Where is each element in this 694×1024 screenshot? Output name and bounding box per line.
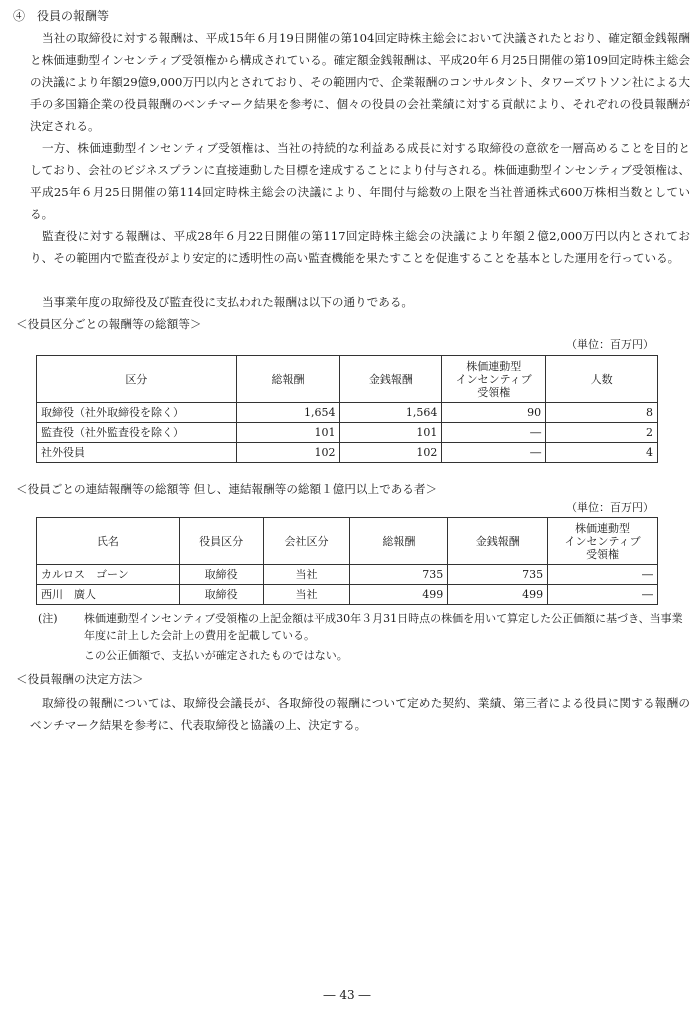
paragraph-director-pay: 当社の取締役に対する報酬は、平成15年６月19日開催の第104回定時株主総会において決議されたとおり、確定額金銭報酬と株価連動型インセンティブ受領権から構成されている。確定額金銭報酬は、平成20年６月25日開催の第109回定時株主総会の決議により年額29億9,000万円以内とされており、その範囲内で、企業報酬のコンサルタント、タワーズワトソン社による大手の多国籍企業の役員報酬のベンチマーク結果を参考に、個々の役員の会社業績に対する貢献により、それぞれの役員報酬が決定される。 <box>30 31 690 133</box>
table1-header-cell: 人数 <box>546 356 658 403</box>
table-cell: 499 <box>448 585 548 605</box>
table1-header-cell: 金銭報酬 <box>340 356 442 403</box>
table-cell: 101 <box>340 423 442 443</box>
note-text: 株価連動型インセンティブ受領権の上記金額は平成30年３月31日時点の株価を用いて算定した公正価額に基づき、当事業年度に計上した会計上の費用を記載している。 <box>84 612 683 642</box>
table2-header-cell: 氏名 <box>37 518 180 565</box>
table1-unit: （単位：百万円） <box>566 338 654 351</box>
table-cell: 当社 <box>263 585 350 605</box>
table-cell: 1,564 <box>340 403 442 423</box>
table-row <box>37 585 658 605</box>
table-cell: 101 <box>236 423 340 443</box>
table-cell: 西川 廣人 <box>37 585 180 605</box>
table-compensation-by-category <box>36 355 658 463</box>
table-cell: 当社 <box>263 565 350 585</box>
table-cell: 1,654 <box>236 403 340 423</box>
table-cell: カルロス ゴーン <box>37 565 180 585</box>
table1-header-cell: 株価連動型 インセンティブ 受領権 <box>442 356 546 403</box>
table2-caption: ＜役員ごとの連結報酬等の総額等 但し、連結報酬等の総額１億円以上である者＞ <box>16 482 438 496</box>
table1-header-cell: 区分 <box>37 356 237 403</box>
table-cell: 735 <box>350 565 448 585</box>
table-cell: 4 <box>546 443 658 463</box>
paragraph-auditor-pay: 監査役に対する報酬は、平成28年６月22日開催の第117回定時株主総会の決議により年額２億2,000万円以内とされており、その範囲内で監査役がより安定的に透明性の高い監査機能を果たすことを促進することを基本とした運用を行っている。 <box>30 229 691 265</box>
decision-text: 取締役の報酬については、取締役会議長が、各取締役の報酬について定めた契約、業績、第三者による役員に関する報酬のベンチマーク結果を参考に、代表取締役と協議の上、決定する。 <box>30 696 690 732</box>
table2-header-cell: 株価連動型 インセンティブ 受領権 <box>548 518 658 565</box>
table-cell: ― <box>442 443 546 463</box>
table-row <box>37 565 658 585</box>
table-cell: 499 <box>350 585 448 605</box>
decision-title: ＜役員報酬の決定方法＞ <box>16 672 144 686</box>
table-cell: 取締役 <box>179 565 263 585</box>
table-row <box>37 443 658 463</box>
table-cell: ― <box>442 423 546 443</box>
table-cell: 102 <box>340 443 442 463</box>
paragraph-stock-incentive: 一方、株価連動型インセンティブ受領権は、当社の持続的な利益ある成長に対する取締役の意欲を一層高めることを目的としており、会社のビジネスプランに直接連動した目標を達成することにより付与される。株価連動型インセンティブ受領権は、平成25年６月25日開催の第114回定時株主総会の決議により、年間付与総数の上限を当社普通株式600万株相当数としている。 <box>30 141 690 221</box>
table-cell: ― <box>548 565 658 585</box>
table2-header-cell: 金銭報酬 <box>448 518 548 565</box>
table-cell: 取締役 <box>179 585 263 605</box>
section-heading: ④ 役員の報酬等 <box>13 9 110 23</box>
table-cell: 取締役（社外取締役を除く） <box>37 403 237 423</box>
table1-header-row <box>37 356 658 403</box>
table-cell: 735 <box>448 565 548 585</box>
paragraph-intro-tables: 当事業年度の取締役及び監査役に支払われた報酬は以下の通りである。 <box>42 295 414 309</box>
table2-header-cell: 総報酬 <box>350 518 448 565</box>
page-number: ― 43 ― <box>323 988 371 1002</box>
table-cell: 監査役（社外監査役を除く） <box>37 423 237 443</box>
table-cell: 2 <box>546 423 658 443</box>
table2-header-row <box>37 518 658 565</box>
table1-header-cell: 総報酬 <box>236 356 340 403</box>
note-label: (注) <box>38 612 58 625</box>
table-cell: 102 <box>236 443 340 463</box>
table2-unit: （単位：百万円） <box>566 501 654 514</box>
table2-header-cell: 会社区分 <box>263 518 350 565</box>
table-row <box>37 403 658 423</box>
table1-caption: ＜役員区分ごとの報酬等の総額等＞ <box>16 317 202 331</box>
table-cell: 90 <box>442 403 546 423</box>
table-cell: 社外役員 <box>37 443 237 463</box>
table-cell: 8 <box>546 403 658 423</box>
note-text-2: この公正価額で、支払いが確定されたものではない。 <box>84 649 348 662</box>
table-cell: ― <box>548 585 658 605</box>
table2-header-cell: 役員区分 <box>179 518 263 565</box>
table-row <box>37 423 658 443</box>
table-compensation-by-officer <box>36 517 658 605</box>
